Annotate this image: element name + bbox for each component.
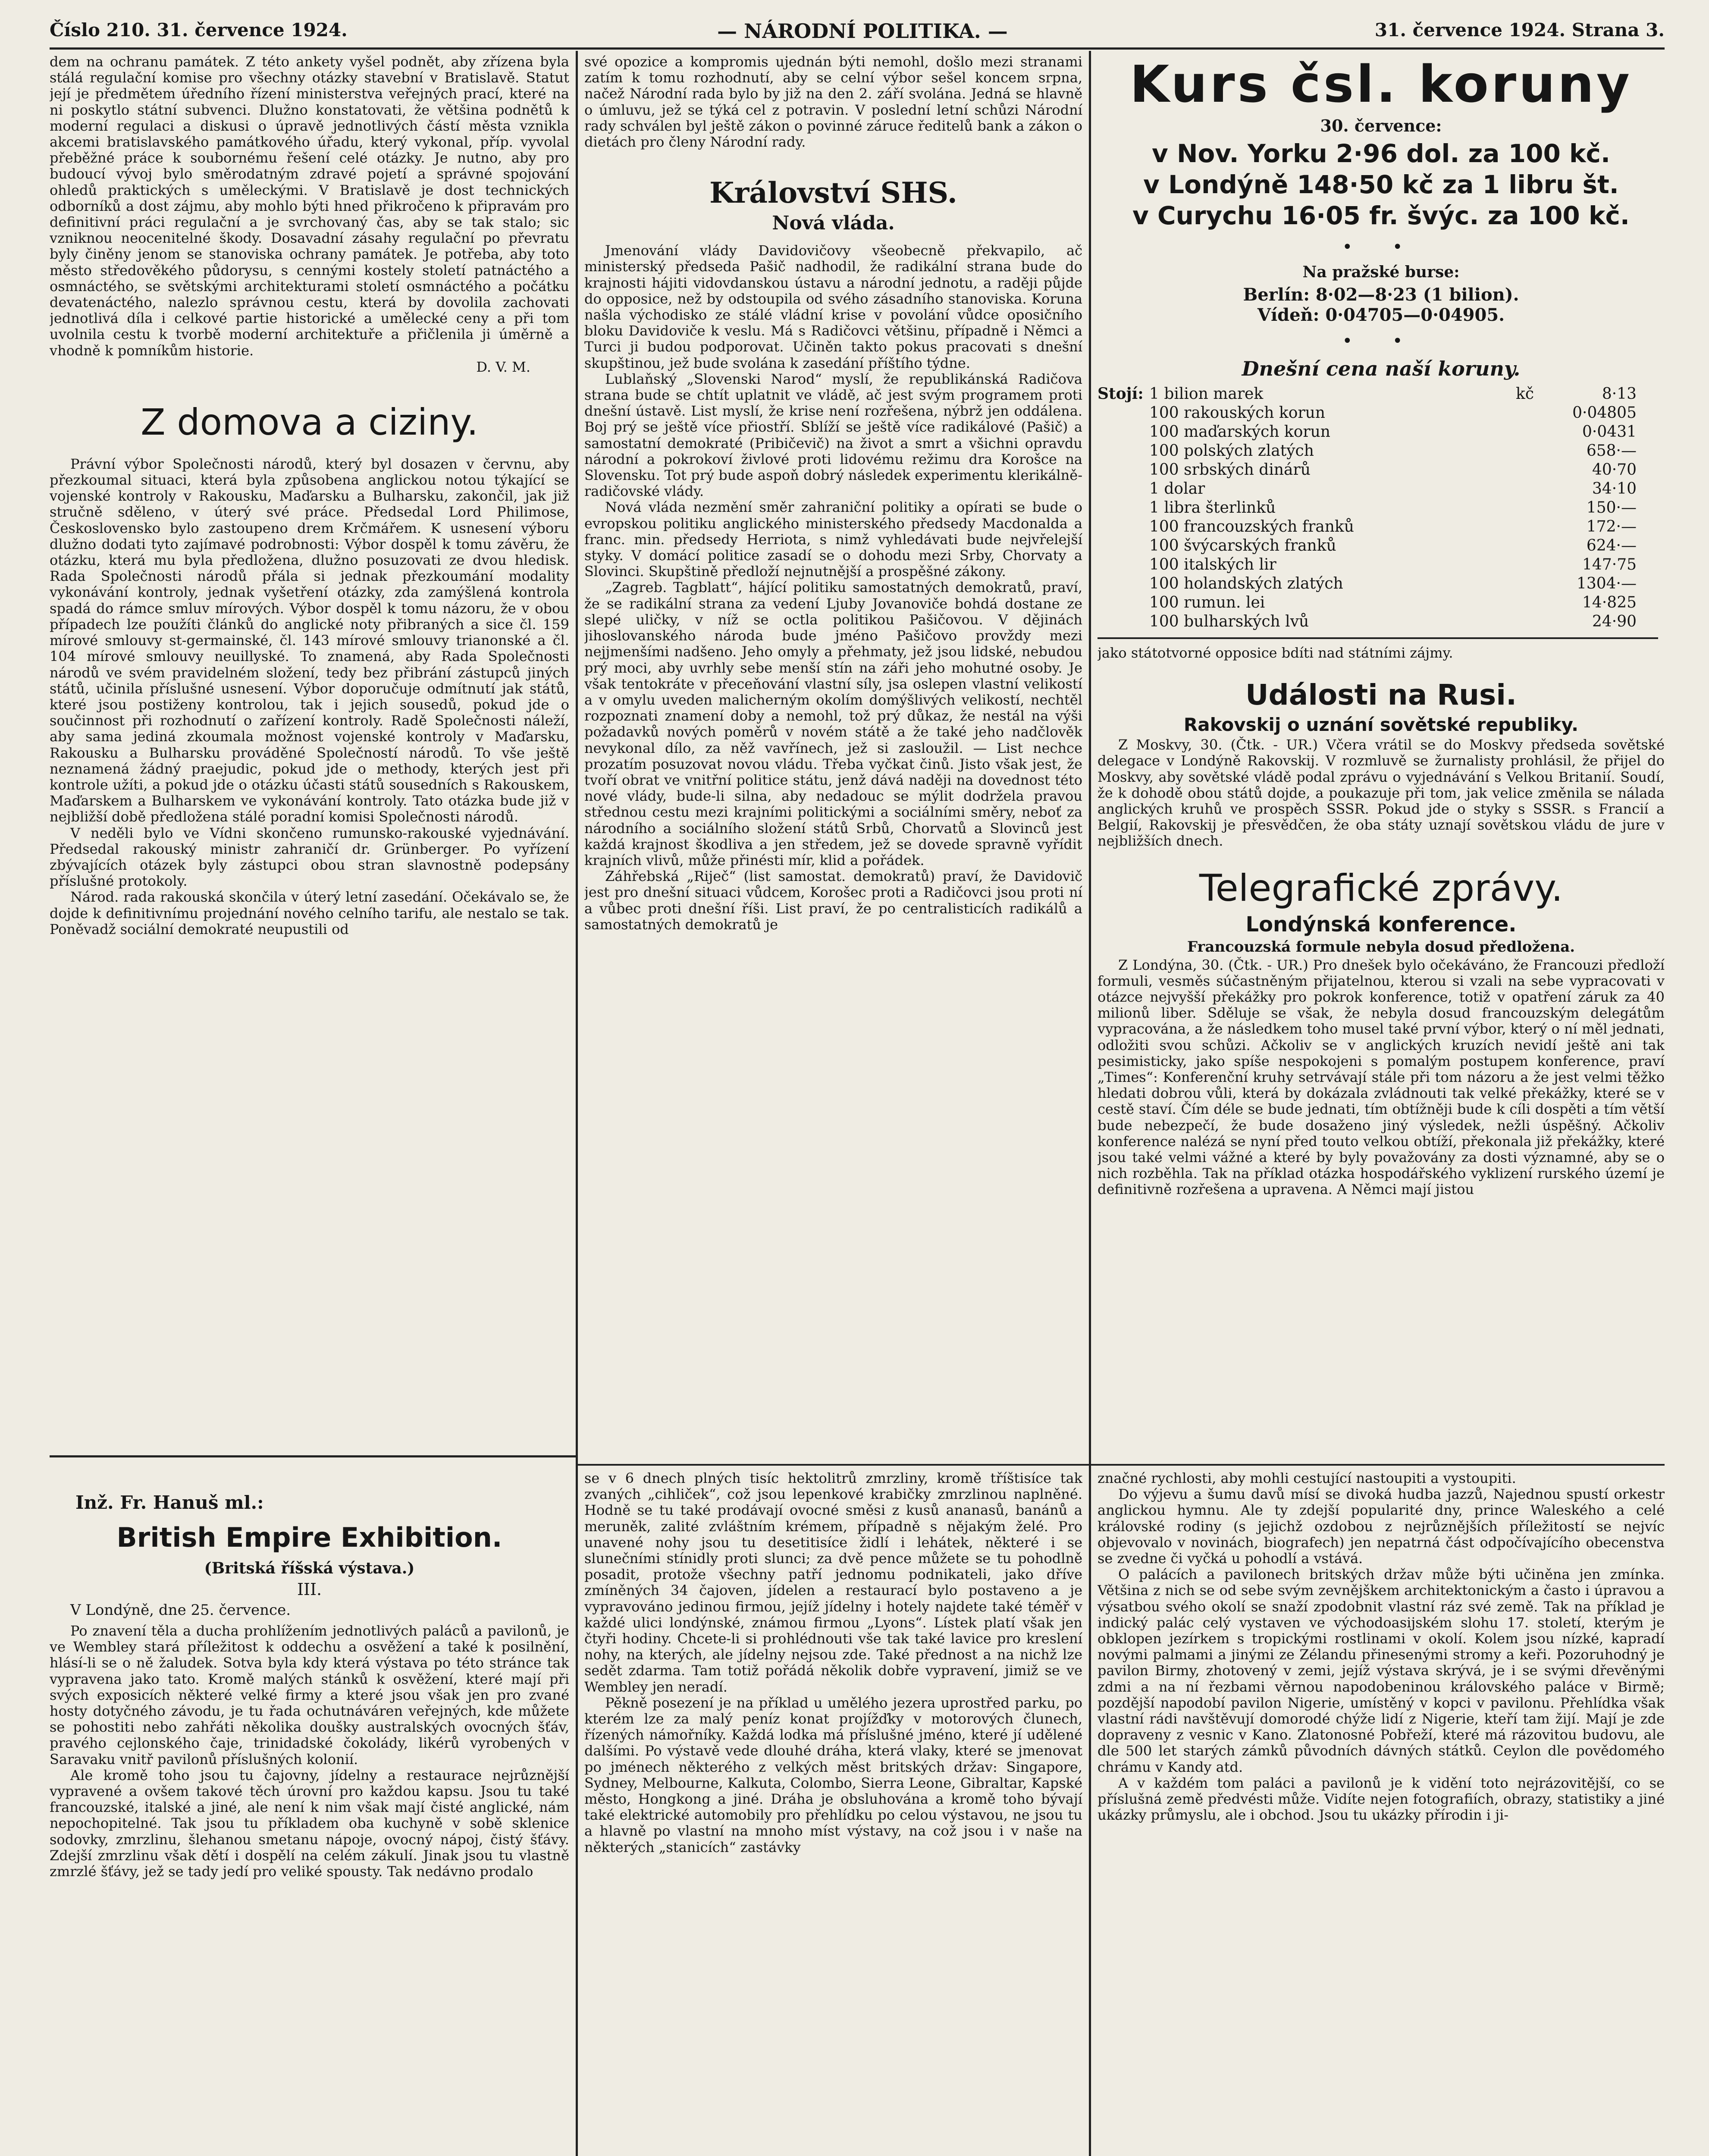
bottom3-paragraph: značné rychlosti, aby mohli cestující nastoupiti a vystoupiti. [1098, 1470, 1516, 1486]
currency-row [1149, 385, 1645, 404]
col3-rusi-text [1098, 737, 1665, 849]
currency-unit [1516, 555, 1550, 574]
col1-paragraph: V neděli bylo ve Vídni skončeno rumunsko-rakouské vyjednávání. Předsedal rakouský ministr zahraničí dr. Grünberger. Po vyřízení zbývajících otázek byly zástupci obou stran slavnostně podepsány příslušné protokoly. [50, 824, 569, 890]
currency-row [1149, 498, 1645, 517]
burza-vienna: Vídeň: 0·04705—0·04905. [1257, 305, 1505, 325]
bottom-column-3 [1098, 1470, 1665, 2156]
burza-title: Na pražské burse: [1302, 263, 1460, 281]
page-header-issue: Číslo 210. 31. července 1924. [50, 19, 348, 41]
currency-row [1149, 404, 1645, 423]
currency-row [1149, 555, 1645, 574]
currency-item: 1 bilion marek [1149, 385, 1264, 403]
bottom3-paragraph: O palácích a pavilonech britských držav může býti učiněna jen zmínka. Většina z nich se od sebe svým zevnějškem architektonickým a často i úpravou a výsatbou svého okolí se snaží zpodobnit vlastní ráz své země. Tak na příklad je indický palác celý vystaven ve východoasijském slohu 17. století, kterým je obklopen jezírkem s tropickými rostlinami v okolí. Kolem jsou nízké, kapradí novými palmami a jinými ze Zélandu přinesenými stromy a keři. Pozoruhodný je pavilon Birmy, zhotovený v zemi, jejíž výstava skrývá, je i se svými dřevěnými zdmi a na ní řezbami věrnou napodobeninou královského paláce v Birmě; pozdější napodobí pavilon Nigerie, umístěný v kopci v pavilonu. Přehlídka však vlastní rádi navštěvují domorodé chýže lidí z Nigerie, kteří tam žijí. Mají je zde dopraveny z vesnic v Kano. Zlatonosné Pobřeží, které má rázovitou budovu, ale dle 500 let starých zámků původních dávných státků. Ceylon dle povědomého chrámu v Kandy atd. [1098, 1566, 1665, 1775]
currency-value: 34·10 [1592, 480, 1637, 498]
bottom2-text [584, 1470, 1082, 1855]
heading-telegraficke-zpravy: Telegrafické zprávy. [1199, 866, 1563, 910]
column-rule-1 [576, 51, 578, 2156]
currency-value: 24·90 [1592, 613, 1637, 630]
currency-item: 100 francouzských franků [1149, 518, 1354, 536]
bottom1-paragraph: Po znavení těla a ducha prohlížením jednotlivých paláců a pavilonů, je ve Wembley stará příležitost k oddechu a osvěžení a také k posilnění, hlásí-li se o ně žaludek. Sotva byla kdy která výstava po této stránce tak vypravena jako tato. Kromě malých stánků k osvěžení, které mají při svých exposicích některé velké firmy a které jsou však jen pro zvané hosty dotyčného závodu, je tu řada ochutnáváren veřejných, kde můžete se pohostiti nebo zahřáti několika doušky australských ovocných šťáv, pravého cejlonského čaje, trinidadské čokolády, likérů vyrobených v Saravaku vnitř pavilonů příslušných kolonií. [50, 1623, 569, 1767]
subheading-francouzska-formule: Francouzská formule nebyla dosud předložena. [1187, 938, 1575, 956]
page-header-title: — NÁRODNÍ POLITIKA. — [717, 19, 1008, 43]
currency-value: 624·— [1586, 537, 1637, 555]
kurs-date: 30. července: [1320, 116, 1442, 135]
currency-table [1149, 385, 1645, 631]
currency-row [1149, 461, 1645, 479]
rate-london: v Londýně 148·50 kč za 1 libru št. [1143, 170, 1619, 199]
bottom2-paragraph: se v 6 dnech plných tisíc hektolitrů zmrzliny, kromě tříštisíce tak zvaných „cihliček“, což jsou lepenkové krabičky zmrzlinou naplněné. Hodně se tu také prodávají ovocné směsi z kusů ananasů, banánů a meruněk, zalité zvláštním krémem, případně s nějakým želé. Pro unavené nohy jsou tu desetitisíce židlí i lehátek, některé i se slunečními stínidly proti slunci; za dvě pence můžete se tu pohodlně posadit, protože všechny patří jednomu podnikateli, jako dříve zmíněných 34 čajoven, jídelen a restaurací bylo postaveno a je vypravováno jedinou firmou, jejíž jídelny i hotely najdete také téměř v každé ulici londýnské, známou firmou „Lyons“. Lístek platí však jen čtyři hodiny. Chcete-li si prohlédnouti vše tak také lavice pro kreslení nohy, na kterých, ale jídelny nejsou zde. Také přednost a na nichž lze sedět zdarma. Tam totiž pořádá několik dobře vypravení, jimiž se ve Wembley jen neradí. [584, 1470, 1082, 1695]
currency-row [1149, 423, 1645, 442]
col1-paragraph: Národ. rada rakouská skončila v úterý letní zasedání. Očekávalo se, že dojde k definitivnímu projednání nového celního tarifu, ale nestalo se tak. Poněvadž sociální demokraté neupustili od [50, 889, 569, 937]
currency-value: 8·13 [1602, 385, 1637, 403]
section-heading-domova: Z domova a ciziny. [141, 401, 478, 443]
separator-stars: • • [1342, 237, 1420, 257]
column-1-top [50, 54, 569, 1451]
currency-unit [1516, 517, 1550, 536]
page-header-date: 31. července 1924. Strana 3. [1374, 19, 1665, 41]
bottom2-paragraph: Pěkně posezení je na příklad u umělého jezera uprostřed parku, po kterém lze za malý peníz konat projížďky v motorových člunech, řízených námořníky. Každá lodka má příslušné jméno, které jí udělené dalšími. Po výstavě vede dlouhé dráha, která vlaky, které se jmenovat po jménech některého z velkých měst britských držav: Singapore, Sydney, Melbourne, Kalkuta, Colombo, Sierra Leone, Gibraltar, Kapské město, Hongkong a jiné. Dráha je obsluhována a kromě toho bývají také elektrické automobily pro přehlídku po celou výstavou, ne jsou tu a hlavně po vlastní na mnoho míst výstavy, na což jsou i v naše na některých „stanicích“ zastávky [584, 1694, 1082, 1855]
kurs-title: Kurs čsl. koruny [1130, 54, 1632, 114]
currency-unit [1516, 404, 1550, 423]
heading-udalosti-na-rusi: Události na Rusi. [1245, 678, 1517, 712]
cena-rule [1098, 637, 1658, 639]
article-title-british-empire: British Empire Exhibition. [116, 1522, 502, 1553]
col2-paragraph: Záhřebská „Riječ“ (list samostat. demokratů) praví, že Davidovič jest pro dnešní situaci vůdcem, Korošec proti a Radičovci jsou proti ní a vůbec proti dnešní říši. List praví, že po centralisticích radikálů a samostatných demokratů je [584, 868, 1082, 933]
currency-unit [1516, 593, 1550, 612]
currency-unit [1516, 498, 1550, 517]
currency-unit [1516, 442, 1550, 461]
currency-value: 0·04805 [1572, 404, 1637, 422]
currency-item: 100 srbských dinárů [1149, 461, 1311, 479]
currency-value: 150·— [1586, 499, 1637, 517]
col1-section-text [50, 456, 569, 937]
article-place: V Londýně, dne 25. července. [70, 1601, 291, 1619]
currency-row [1149, 574, 1645, 593]
section-rule-left [50, 1455, 576, 1457]
currency-value: 147·75 [1582, 556, 1637, 573]
col2-paragraph: Jmenování vlády Davidovičovy všeobecně překvapilo, ač ministerský předseda Pašič nadhodil, že radikální strana bude do krajnosti hájiti vidovdanskou ústavu a národní jednotu, a raději půjde do opposice, než by odstoupila od svého zásadního stanoviska. Koruna našla východisko ze stálé vládní krise v povolání vůdce oposičního bloku Davidoviče k veslu. Má s Radičovci většinu, případně i Němci a Turci ji budou podporovat. Učiněn takto pokus pracovati s dnešní skupštinou, jež bude svolána k zasedání příštího týdne. [584, 242, 1082, 371]
currency-item: 100 švýcarských franků [1149, 537, 1336, 555]
currency-value: 40·70 [1592, 461, 1637, 479]
col2-paragraph: Nová vláda nezmění směr zahraniční politiky a opírati se bude o evropskou politiku anglického ministerského předsedy Macdonalda a franc. min. předsedy Herriota, s nimž vyhledávati bude nejvřelejší styky. V domácí politice zasadí se o dohodu mezi Srby, Chorvaty a Slovinci. Skupštině předloží nejnutnější a prospěšné zákony. [584, 499, 1082, 580]
telegraf-paragraph: Z Londýna, 30. (Čtk. - UR.) Pro dnešek bylo očekáváno, že Francouzi předloží formuli, vesměs súčastněným přijatelnou, kterou si vzali na sebe vypracovati v otázce nejvyšší překážky pro pokrok konference, totiž v opatření záruk za 40 milionů liber. Sděluje se však, že nebyla dosud francouzským delegátům vypracována, a že následkem toho musel také první výbor, který o ní měl jednati, odložiti svou schůzi. Ačkoliv se v anglických kruzích nevidí ještě ani tak pesimisticky, jako spíše nespokojeni s pomalým postupem konference, praví „Times“: Konferenční kruhy setrvávají stále při tom názoru a že jest velmi těžko hledati dobrou vůli, která by dokázala zvládnouti tak velké překážky, které se v cestě staví. Čím déle se bude jednati, tím obtížněji bude k cíli dospěti a tím větší bude nebezpečí, že bude dosaženo jiný výsledek, nežli úspěšný. Ačkoliv konference nalézá se nyní před touto velkou obtíží, překonala již překážky, které jsou také velmi vážné a které by byly považovány za dosti významné, aby se o nich rozběhla. Tak na příklad otázka hospodářského vyklizení rurského území je definitivně rozřešena a upravena. A Němci mají jistou [1098, 956, 1665, 1198]
column-rule-2 [1089, 51, 1091, 2156]
rusi-paragraph: Z Moskvy, 30. (Čtk. - UR.) Včera vrátil se do Moskvy předseda sovětské delegace v Londýně Rakovskij. V rozmluvě se žurnalisty prohlásil, že přijel do Moskvy, aby sovětské vládě podal zprávu o vyjednávání s Velkou Britanií. Soudí, že k dohodě obou států dojde, a poukazuje při tom, jak velice změnila se nálada anglických kruhů ve prospěch SSSR. Pokud jde o styky s SSSR. s Francií a Belgií, Rakovskij je přesvědčen, že oba státy uznají sovětskou vládu de jure v nejbližších dnech. [1098, 736, 1665, 849]
separator-stars: • • [1342, 331, 1420, 351]
currency-unit [1516, 479, 1550, 498]
col3-cont-text: jako státotvorné opposice bdíti nad státními zájmy. [1098, 645, 1453, 661]
currency-row [1149, 536, 1645, 555]
section-rule-mid [578, 1464, 1089, 1466]
bottom3-paragraph: A v každém tom paláci a pavilonů je k vidění toto nejrázovitější, co se příslušná země předvésti může. Vidíte nejen fotografiích, obrazy, statistiky a jiné ukázky průmyslu, ale i obchod. Jsou tu ukázky přírodin i ji- [1098, 1774, 1665, 1824]
currency-item: 100 italských lir [1149, 556, 1276, 573]
currency-unit [1516, 461, 1550, 479]
column-2-top [584, 54, 1082, 1451]
currency-item: 100 maďarských korun [1149, 423, 1330, 441]
currency-unit [1516, 574, 1550, 593]
bottom-column-2 [584, 1470, 1082, 2156]
currency-row [1149, 479, 1645, 498]
currency-value: 1304·— [1576, 575, 1637, 592]
currency-item: 1 libra šterlinků [1149, 499, 1276, 517]
bottom1-text [50, 1623, 569, 1880]
currency-value: 658·— [1586, 442, 1637, 460]
col2-paragraph: „Zagreb. Tagblatt“, hájící politiku samostatných demokratů, praví, že se radikální strana za vedení Ljuby Jovanoviče bohdá dostane ze slepé uličky, v níž se octla politikou Pašičovou. V dějinách jihoslovanského národa bude jméno Pašičovo provždy mezi nejjmenšími nadšeno. Jeho omyly a přehmaty, jež jsou lidské, nebudou prý moci, aby uvrhly sebe menší stín na záři jeho mohutné osoby. Je však tentokráte v přeceňování vlastní síly, jsa oslepen vlastní velikostí a v omylu uveden malicherným okolím domýšlivých velikostí, nechtěl rozpoznati znamení doby a nemohl, tož prý důkaz, že nestál na výši požadavků nových poměrů v novém státě a že také jeho nadčlověk nevykonal dílo, za něž vavřínech, jež si zasloužil. — List nechce prozatím posuzovat novou vládu. Třeba vyčkat činů. Jisto však jest, že tvoří obrat ve vnitřní politice státu, jenž dává naději na dovednost této nové vlády, bude-li silna, aby nedadouc se mýlit dodržela pravou střednou cestu mezi krajními politickými a sociálními směry, neboť za národního a sociálního složení států Srbů, Chorvatů a Slovinců jest každá krajnost škodliva a jen středem, jež se dovede spravně vyřídit krajních vlivů, může přinésti mír, klid a pořádek. [584, 579, 1082, 868]
currency-value: 172·— [1586, 518, 1637, 536]
bottom3-paragraph: Do výjevu a šumu davů mísí se divoká hudba jazzů, Najednou spustí orkestr anglickou hymnu. Ale ty zdejší popularité dny, prince Waleského a celé královské rodiny (s jejichž ozdobou z nejrůznějších příležitostí se nejvíc objevovalo v novinách, biografech) jen nepatrná část odpočívajícího obecenstva se zvedne či vyčká u pohodlí a vstává. [1098, 1486, 1665, 1567]
bottom3-text [1098, 1470, 1665, 1823]
currency-unit [1516, 536, 1550, 555]
burza-berlin: Berlín: 8·02—8·23 (1 bilion). [1243, 285, 1519, 305]
currency-item: 1 dolar [1149, 480, 1205, 498]
currency-row [1149, 593, 1645, 612]
subheading-rakovskij: Rakovskij o uznání sovětské republiky. [1183, 714, 1579, 736]
rate-new-york: v Nov. Yorku 2·96 dol. za 100 kč. [1152, 139, 1610, 168]
article-part: III. [297, 1580, 322, 1599]
col3-telegraf-text [1098, 957, 1665, 1198]
currency-item: 100 rumun. lei [1149, 594, 1265, 611]
col1-paragraph: Právní výbor Společnosti národů, který byl dosazen v červnu, aby přezkoumal situaci, která byla způsobena anglickou notou týkající se vojenské kontroly v Rakousku, Maďarsku a Bulharsku, zakončil, jak již stručně sděleno, v úterý své práce. Předsedal Lord Philimose, Československo bylo zastoupeno drem Krčmářem. K usnesení výboru dlužno dodati tyto zajímavé podrobnosti: Výbor dospěl k tomu závěru, že otázku, která mu byla předložena, dlužno posuzovati ze dvou hledisk. Rada Společnosti národů přála si jednak přezkoumání modality vykonávání kontroly, jednak vyšetření otázky, zda zamýšlená kontrola spadá do rámce smluv mírových. Výbor dospěl k tomu názoru, že v obou případech lze použíti článků do anglické noty přibraných a sice čl. 159 mírové smlouvy st-germainské, čl. 143 mírové smlouvy trianonské a čl. 104 mírové smlouvy neuillyské. To znamená, aby Rada Společnosti národů ve svém pravidelném složení, tedy bez přibrání zástupců jiných států, učinila příslušné usnesení. Výbor doporučuje odmítnutí jak států, které jsou postiženy kontrolou, tak i jejich sousedů, pokud jde o součinnost při rozhodnutí o zařízení kontroly. Radě Společnosti náleží, aby sama jediná zkoumala možnost vojenské kontroly v Maďarsku, Rakousku a Bulharsku prováděné Společností národů. To vše ještě neznamená žádný praejudic, pokud jde o methody, kterých jest při kontrole užíti, a pokud jde o otázku účasti států sousedních s Rakouskem, Maďarskem a Bulharskem ve vykonávání kontroly. Tato otázka bude již v nejbližší době předložena stálé poradní komisi Společnosti národů. [50, 455, 569, 825]
cena-title: Dnešní cena naší koruny. [1242, 357, 1521, 380]
currency-unit [1516, 612, 1550, 631]
bottom1-paragraph: Ale kromě toho jsou tu čajovny, jídelny a restaurace nejrůznější vypravené a ovšem takové těch úrovní pro každou kapsu. Jsou tu také francouzské, italské a jiné, ale není k nim však mají čisté anglické, nám nepochopitelné. Tak jsou tu příkladem oba kuchyně v sobě sklenice sodovky, zmrzlinu, šlehanou smetanu nápoje, ovocný nápoj, čistý šťávy. Zdejší zmrzlinu však dětí i dospělí na celém zákulí. Jinak jsou tu vlastně zmrzlé šťávy, jež se tady jedí pro veliké spousty. Tak nedávno prodalo [50, 1767, 569, 1880]
col1-top-paragraph: dem na ochranu památek. Z této ankety vyšel podnět, aby zřízena byla stálá regulační komise pro všechny otázky stavební v Bratislavě. Statut její je předmětem úředního řízení ministerstva veřejných prací, které na ni poskytlo státní subvenci. Dlužno konstatovati, že většina podnětů k moderní regulaci a diskusi o úpravě jednotlivých částí města vznikla akcemi bratislavského památkového úřadu, který vykonal, příp. vyvolal přeběžné práce k soubornému řešení celé otázky. Je nutno, aby pro budoucí vývoj bylo směrodatným zdravé pojetí a správné spojování ohledů praktických s uměleckými. V Bratislavě je dost technických odborníků a dost zájmu, aby mohlo býti hned přikročeno k připravám pro definitivní práci regulační a je svrchovaný čas, aby se tak stalo; sic vzniknou neocenitelné škody. Dosavadní zásahy regulační po převratu byly činěny jenom se stanoviska ochrany památek. Je potřeba, aby toto město středověkého půdorysu, s cennými kostely století patnáctého a osmnáctého, se světskými architekturami století osmnáctého a počátku devatenáctého, nalezlo správnou cestu, která by dovolila zachovati jednotlivá díla i celkové partie historické a umělecké ceny a při tom uvolnila cestu k tvorbě moderní architektuře a přičlenila ji úměrně a vhodně k pomníkům historie. [50, 54, 569, 359]
currency-item: 100 bulharských lvů [1149, 613, 1309, 630]
currency-item: 100 polských zlatých [1149, 442, 1314, 460]
article-author: Inž. Fr. Hanuš ml.: [75, 1492, 264, 1513]
currency-unit: kč [1516, 385, 1534, 403]
heading-kralovstvi-shs: Království SHS. [709, 176, 957, 210]
currency-value: 14·825 [1582, 594, 1637, 611]
subheading-nova-vlada: Nová vláda. [772, 212, 895, 235]
section-rule-right [1091, 1464, 1665, 1466]
col1-top-signature: D. V. M. [476, 358, 530, 375]
col2-text [584, 243, 1082, 933]
article-subtitle: (Britská říšská výstava.) [204, 1559, 415, 1577]
currency-unit [1516, 423, 1550, 442]
cena-prefix: Stojí: [1098, 385, 1144, 403]
rate-zurich: v Curychu 16·05 fr. švýc. za 100 kč. [1132, 201, 1630, 230]
col2-top-paragraph: své opozice a kompromis ujednán býti nemohl, došlo mezi stranami zatím k tomu rozhodnutí, aby se celní výbor sešel koncem srpna, načež Národní rada bylo by již na den 2. září svolána. Jedná se hlavně o úmluvu, jež se týká cel z potravin. V poslední letní schůzi Národní rady schválen byl ještě zákon o povinné záruce ředitelů bank a zákon o dietách pro členy Národní rady. [584, 54, 1082, 150]
currency-value: 0·0431 [1582, 423, 1637, 441]
currency-row [1149, 517, 1645, 536]
currency-row [1149, 442, 1645, 461]
currency-item: 100 holandských zlatých [1149, 575, 1343, 592]
header-rule [50, 47, 1665, 50]
column-3-top [1098, 54, 1665, 1460]
col2-paragraph: Lublaňský „Slovenski Narod“ myslí, že republikánská Radičova strana bude se chtít uplatnit ve vládě, ač jest svým programem proti dnešní ústavě. List myslí, že krise není rozřešena, nýbrž jen oddálena. Boj prý se ještě více přiostří. Sblíží se ještě více radikálové (Pašič) a samostatní demokraté (Pribičevič) na život a smrt a všichni opravdu národní a pokrokoví živlové proti lidovému režimu dra Korošce na Slovensku. Tot prý bude aspoň dobrý následek experimentu klerikálně-radičovské vlády. [584, 370, 1082, 500]
currency-item: 100 rakouských korun [1149, 404, 1325, 422]
currency-row [1149, 612, 1645, 631]
subheading-londynska-konference: Londýnská konference. [1245, 912, 1517, 937]
bottom-column-1 [50, 1466, 569, 2156]
